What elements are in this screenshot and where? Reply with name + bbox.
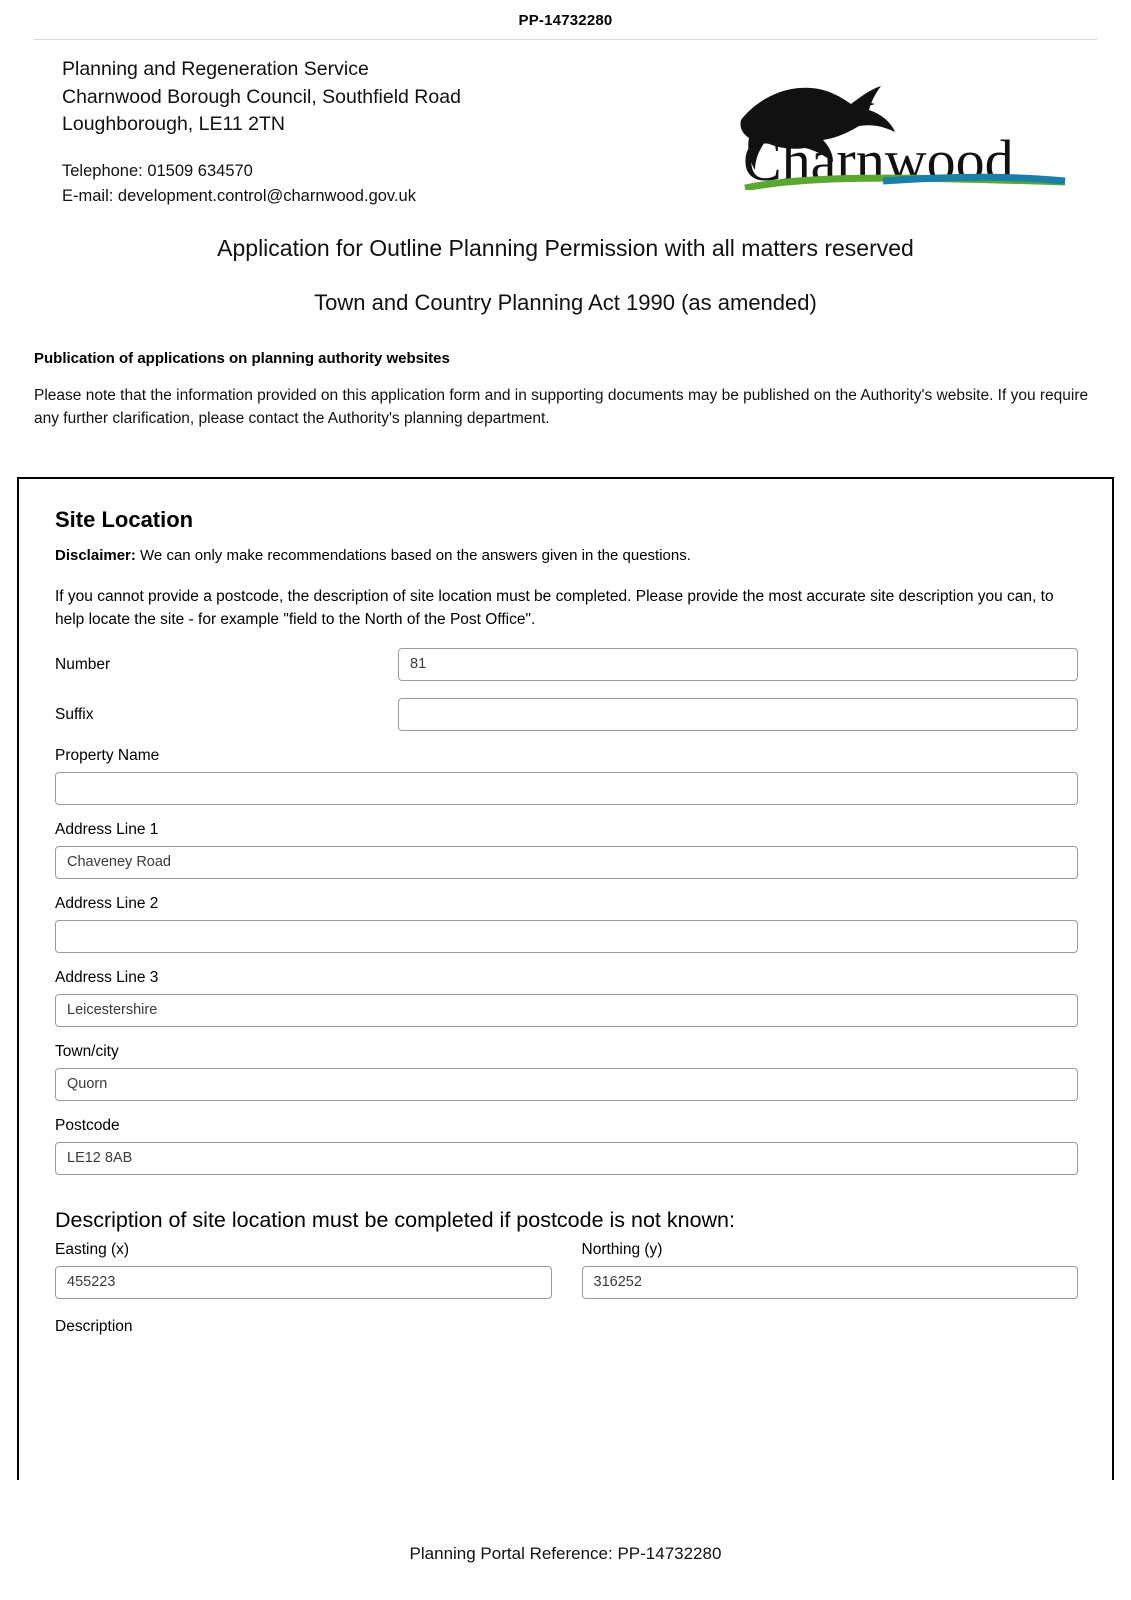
publication-notice	[0, 350, 1131, 430]
input-number[interactable]: 81	[398, 648, 1078, 681]
field-row-number	[55, 648, 1078, 681]
field-row-suffix	[55, 698, 1078, 731]
authority-email: E-mail: development.control@charnwood.gov.uk	[62, 186, 416, 205]
field-row-northing	[582, 1241, 1079, 1299]
publication-body: Please note that the information provided on this application form and in supporting documents may be published on the Authority's website. If you require any further clarification, please contact the Authority's planning department.	[34, 386, 1089, 427]
label-town: Town/city	[55, 1043, 119, 1060]
field-row-address-3	[55, 969, 1078, 1027]
input-northing[interactable]: 316252	[582, 1266, 1079, 1299]
label-address-2: Address Line 2	[55, 895, 159, 912]
page-footer: Planning Portal Reference: PP-14732280	[409, 1544, 722, 1563]
section-title: Site Location	[55, 507, 194, 532]
document-reference-header: PP-14732280	[518, 12, 613, 29]
authority-header	[0, 40, 1131, 209]
field-row-easting	[55, 1241, 552, 1299]
site-location-section	[17, 477, 1114, 1480]
label-suffix: Suffix	[55, 705, 94, 723]
fox-icon	[733, 60, 1069, 190]
authority-address	[62, 56, 461, 139]
authority-line-2: Charnwood Borough Council, Southfield Road	[62, 85, 461, 108]
label-address-1: Address Line 1	[55, 821, 159, 838]
input-property-name[interactable]	[55, 772, 1078, 805]
field-row-address-1	[55, 821, 1078, 879]
field-row-postcode	[55, 1117, 1078, 1175]
label-northing: Northing (y)	[581, 1241, 663, 1258]
guidance-text: If you cannot provide a postcode, the description of site location must be completed. Please provide the most accurate site description you can, to help locate the site - for example "field to the North of the Post Office".	[55, 588, 1054, 628]
input-easting[interactable]: 455223	[55, 1266, 552, 1299]
description-section-heading: Description of site location must be completed if postcode is not known:	[55, 1208, 735, 1232]
input-address-2[interactable]	[55, 920, 1078, 953]
field-row-town	[55, 1043, 1078, 1101]
field-row-address-2	[55, 895, 1078, 953]
disclaimer	[55, 545, 1078, 567]
label-property-name: Property Name	[55, 747, 160, 764]
field-row-property-name	[55, 747, 1078, 805]
input-postcode[interactable]: LE12 8AB	[55, 1142, 1078, 1175]
label-easting: Easting (x)	[55, 1241, 130, 1258]
authority-line-1: Planning and Regeneration Service	[62, 58, 369, 80]
disclaimer-label: Disclaimer:	[55, 547, 136, 564]
input-suffix[interactable]	[398, 698, 1078, 731]
charnwood-logo	[733, 60, 1069, 190]
form-subtitle: Town and Country Planning Act 1990 (as amended)	[314, 289, 817, 315]
authority-address-block	[62, 56, 461, 209]
form-title: Application for Outline Planning Permission with all matters reserved	[217, 234, 914, 261]
coordinates-row	[55, 1241, 1078, 1299]
authority-contact	[62, 159, 461, 209]
logo-wordmark: Charnwood	[743, 128, 1014, 190]
label-address-3: Address Line 3	[55, 969, 159, 986]
input-address-1[interactable]: Chaveney Road	[55, 846, 1078, 879]
publication-heading: Publication of applications on planning authority websites	[34, 349, 450, 367]
authority-line-3: Loughborough, LE11 2TN	[62, 113, 285, 135]
label-number: Number	[55, 655, 111, 673]
input-address-3[interactable]: Leicestershire	[55, 994, 1078, 1027]
authority-telephone: Telephone: 01509 634570	[62, 161, 253, 180]
disclaimer-text: We can only make recommendations based on the answers given in the questions.	[135, 547, 691, 564]
label-postcode: Postcode	[55, 1117, 120, 1134]
input-town[interactable]: Quorn	[55, 1068, 1078, 1101]
label-description: Description	[55, 1318, 133, 1335]
